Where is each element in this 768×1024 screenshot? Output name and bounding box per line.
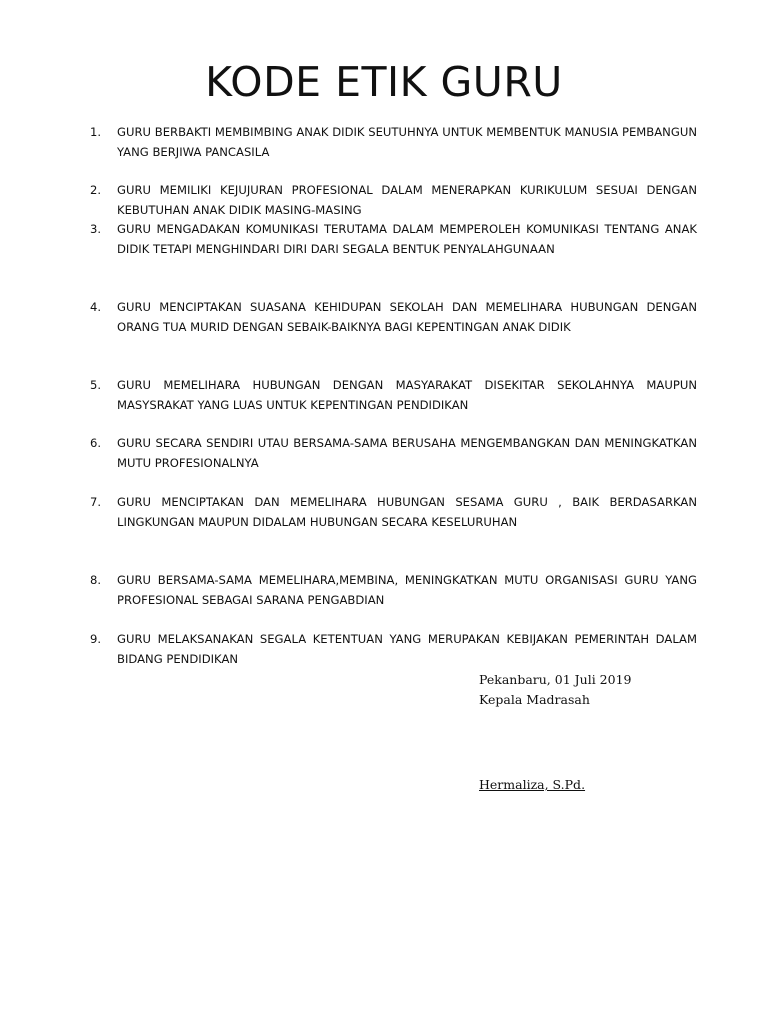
list-item-number: 6.: [90, 436, 102, 450]
list-item-number: 1.: [90, 125, 102, 139]
signature-place-date: Pekanbaru, 01 Juli 2019: [479, 672, 632, 687]
list-item-4: [90, 298, 697, 337]
list-item-text: GURU BERSAMA-SAMA MEMELIHARA,MEMBINA, MENINGKATKAN MUTU ORGANISASI GURU YANG PROFESIONAL SEBAGAI SARANA PENGABDIAN: [117, 573, 697, 607]
list-item-text: GURU SECARA SENDIRI UTAU BERSAMA-SAMA BERUSAHA MENGEMBANGKAN DAN MENINGKATKAN MUTU PROFESIONALNYA: [117, 436, 697, 470]
list-item-9: [90, 630, 697, 669]
list-item-1: [90, 123, 697, 162]
list-item-6: [90, 434, 697, 473]
list-item-number: 8.: [90, 573, 102, 587]
list-item-text: GURU MELAKSANAKAN SEGALA KETENTUAN YANG MERUPAKAN KEBIJAKAN PEMERINTAH DALAM BIDANG PENDIDIKAN: [117, 632, 697, 666]
list-item-5: [90, 376, 697, 415]
signature-position: Kepala Madrasah: [479, 692, 590, 707]
list-item-text: GURU BERBAKTI MEMBIMBING ANAK DIDIK SEUTUHNYA UNTUK MEMBENTUK MANUSIA PEMBANGUN YANG BERJIWA PANCASILA: [117, 125, 697, 159]
list-item-number: 7.: [90, 495, 102, 509]
list-item-text: GURU MEMILIKI KEJUJURAN PROFESIONAL DALAM MENERAPKAN KURIKULUM SESUAI DENGAN KEBUTUHAN ANAK DIDIK MASING-MASING: [117, 183, 697, 217]
document-title: KODE ETIK GURU: [205, 58, 563, 106]
list-item-text: GURU MENCIPTAKAN SUASANA KEHIDUPAN SEKOLAH DAN MEMELIHARA HUBUNGAN DENGAN ORANG TUA MURID DENGAN SEBAIK-BAIKNYA BAGI KEPENTINGAN ANAK DIDIK: [117, 300, 697, 334]
signature-name: Hermaliza, S.Pd.: [479, 777, 586, 792]
list-item-number: 3.: [90, 222, 102, 236]
list-item-text: GURU MENCIPTAKAN DAN MEMELIHARA HUBUNGAN SESAMA GURU , BAIK BERDASARKAN LINGKUNGAN MAUPUN DIDALAM HUBUNGAN SECARA KESELURUHAN: [117, 495, 697, 529]
list-item-number: 5.: [90, 378, 102, 392]
list-item-3: [90, 220, 697, 259]
list-item-number: 2.: [90, 183, 102, 197]
list-item-number: 9.: [90, 632, 102, 646]
list-item-text: GURU MENGADAKAN KOMUNIKASI TERUTAMA DALAM MEMPEROLEH KOMUNIKASI TENTANG ANAK DIDIK TETAPI MENGHINDARI DIRI DARI SEGALA BENTUK PENYALAHGUNAAN: [117, 222, 697, 256]
list-item-2: [90, 181, 697, 220]
list-item-text: GURU MEMELIHARA HUBUNGAN DENGAN MASYARAKAT DISEKITAR SEKOLAHNYA MAUPUN MASYSRAKAT YANG LUAS UNTUK KEPENTINGAN PENDIDIKAN: [117, 378, 697, 412]
list-item-7: [90, 493, 697, 532]
list-item-8: [90, 571, 697, 610]
list-item-number: 4.: [90, 300, 102, 314]
